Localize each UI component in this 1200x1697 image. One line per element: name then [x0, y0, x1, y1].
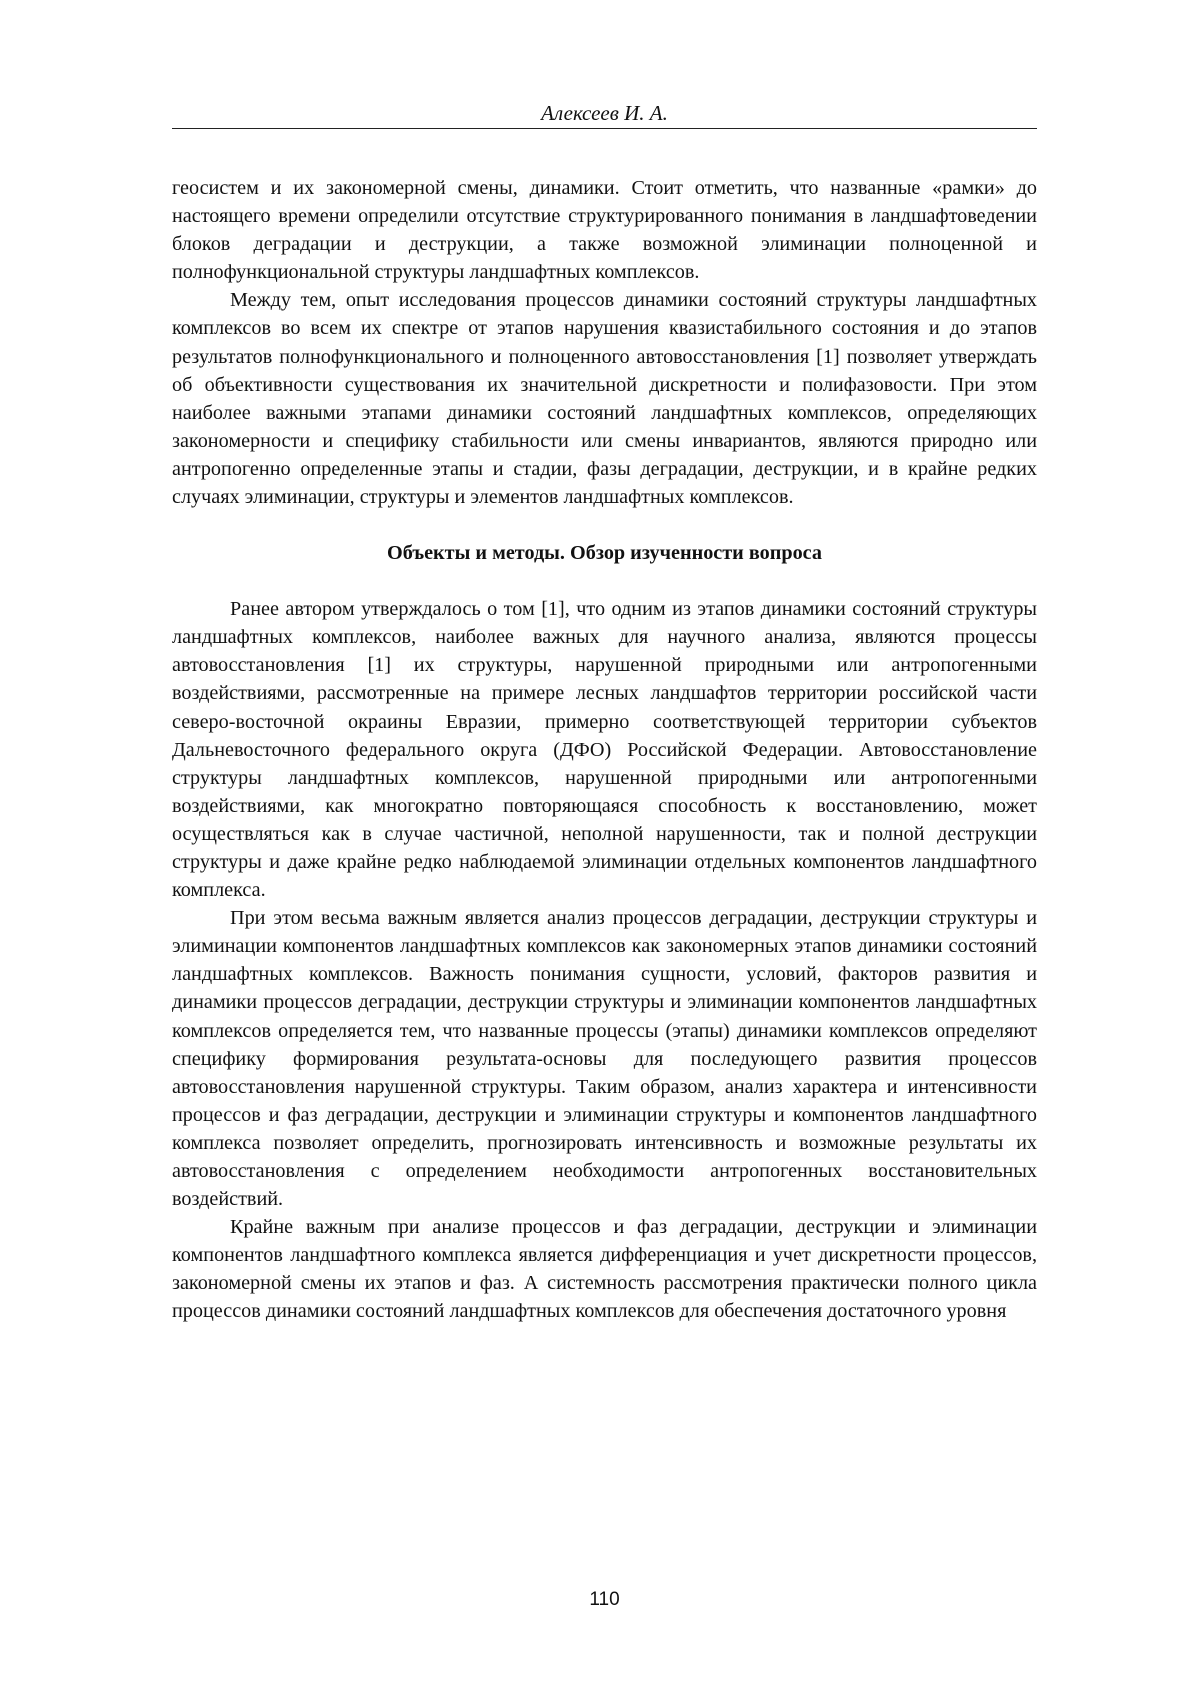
paragraph: Ранее автором утверждалось о том [1], что одним из этапов динамики состояний структуры ландшафтных комплексов, наиболее важных для научного анализа, являются процессы автовосстановления [1] их структуры, нарушенной природными или антропогенными воздействиями, рассмотренные на примере лесных ландшафтов территории российской части северо-восточной окраины Евразии, примерно соответствующей территории субъектов Дальневосточного федерального округа (ДФО) Российской Федерации. Автовосстановление структуры ландшафтных комплексов, нарушенной природными или антропогенными воздействиями, как многократно повторяющаяся способность к восстановлению, может осуществляться как в случае частичной, неполной нарушенности, так и полной деструкции структуры и даже крайне редко наблюдаемой элиминации отдельных компонентов ландшафтного комплекса.: [172, 598, 1037, 902]
paragraph: Между тем, опыт исследования процессов динамики состояний структуры ландшафтных комплексов во всем их спектре от этапов нарушения квазистабильного состояния и до этапов результатов полнофункционального и полноценного автовосстановления [1] позволяет утверждать об объективности существования их значительной дискретности и полифазовости. При этом наиболее важными этапами динамики состояний ландшафтных комплексов, определяющих закономерности и специфику стабильности или смены инвариантов, являются природно или антропогенно определенные этапы и стадии, фазы деградации, деструкции, и в крайне редких случаях элиминации, структуры и элементов ландшафтных комплексов.: [172, 289, 1037, 509]
running-head: Алексеев И. А.: [541, 101, 668, 125]
section-title: Объекты и методы. Обзор изученности вопроса: [387, 542, 822, 565]
paragraph: Крайне важным при анализе процессов и фаз деградации, деструкции и элиминации компонентов ландшафтного комплекса является дифференциация и учет дискретности процессов, закономерной смены их этапов и фаз. А системность рассмотрения практически полного цикла процессов динамики состояний ландшафтных комплексов для обеспечения достаточного уровня: [172, 1216, 1037, 1323]
page-number: 110: [589, 1589, 620, 1610]
page-body: [172, 174, 1037, 1326]
paragraph: При этом весьма важным является анализ процессов деградации, деструкции структуры и элиминации компонентов ландшафтных комплексов как закономерных этапов динамики состояний ландшафтных комплексов. Важность понимания сущности, условий, факторов развития и динамики процессов деградации, деструкции структуры и элиминации компонентов ландшафтных комплексов определяется тем, что названные процессы (этапы) динамики комплексов определяют специфику формирования результата-основы для последующего развития процессов автовосстановления нарушенной структуры. Таким образом, анализ характера и интенсивности процессов и фаз деградации, деструкции и элиминации структуры и компонентов ландшафтного комплекса позволяет определить, прогнозировать интенсивность и возможные результаты их автовосстановления с определением необходимости антропогенных восстановительных воздействий.: [172, 907, 1037, 1211]
header-rule: [172, 128, 1037, 129]
paragraph-continued: геосистем и их закономерной смены, динамики. Стоит отметить, что названные «рамки» до настоящего времени определили отсутствие структурированного понимания в ландшафтоведении блоков деградации и деструкции, а также возможной элиминации полноценной и полнофункциональной структуры ландшафтных комплексов.: [172, 177, 1037, 284]
page: [172, 0, 1037, 1697]
